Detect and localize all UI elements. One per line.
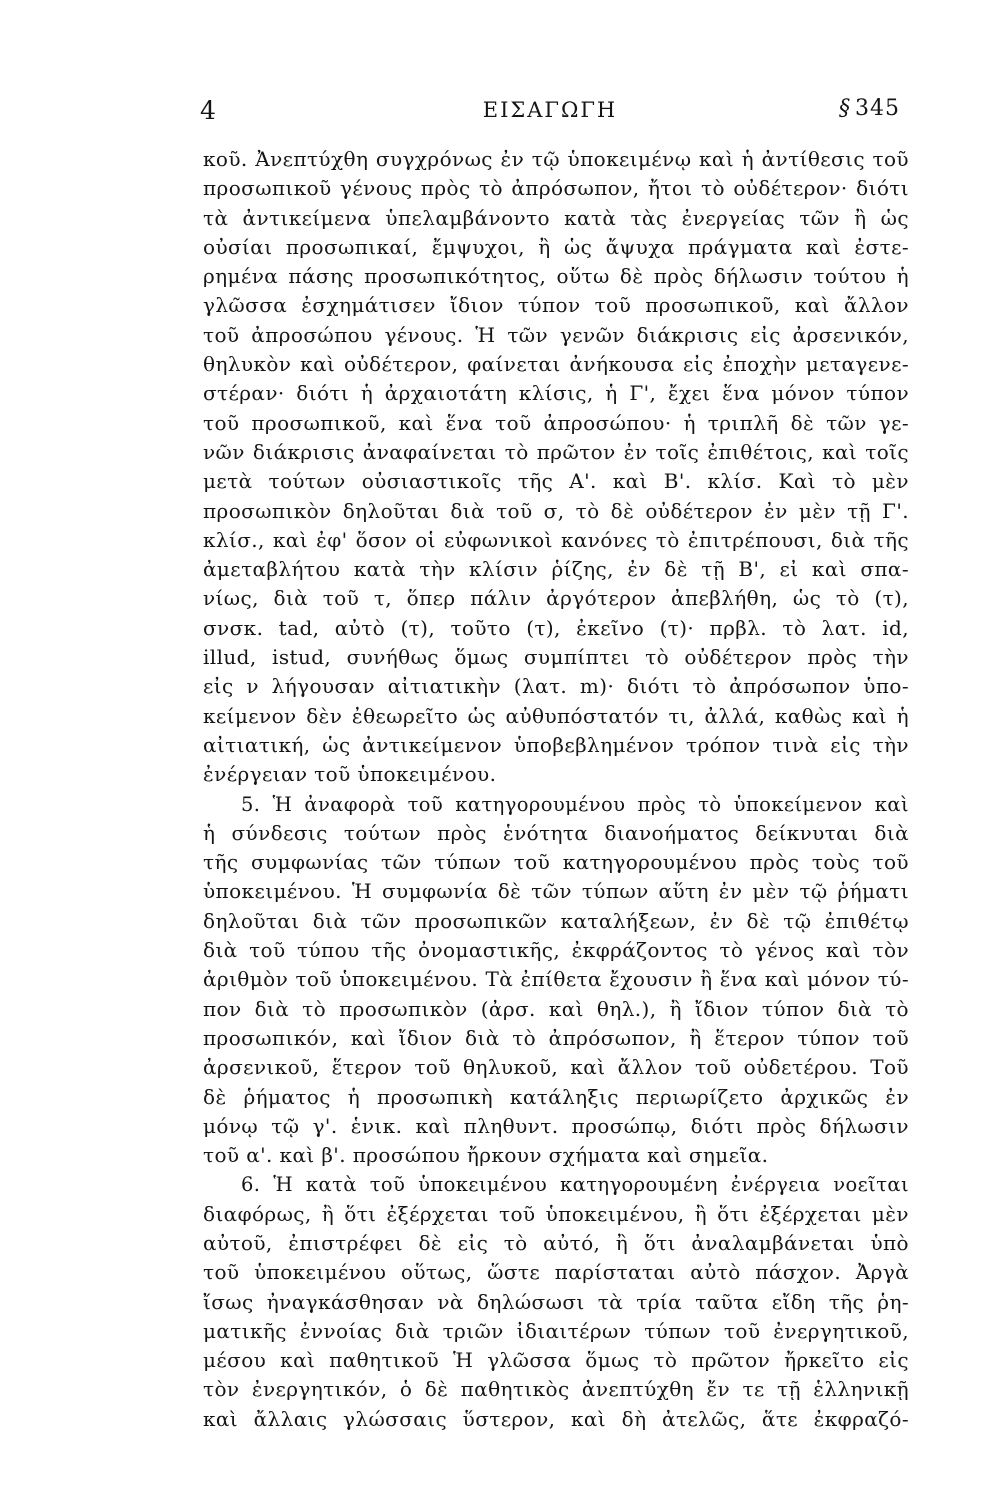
- paragraph-start-line: 6. Ἡ κατὰ τοῦ ὑποκειμένου κατηγορουμένη ἐνέργεια νοεῖται: [241, 1173, 909, 1197]
- text-line: προσωπικοῦ γένους πρὸς τὸ ἀπρόσωπον, ἤτοι τὸ οὐδέτερον· διότι: [203, 176, 909, 201]
- text-line: νῶν διάκρισις ἀναφαίνεται τὸ πρῶτον ἐν τοῖς ἐπιθέτοις, καὶ τοῖς: [203, 439, 909, 464]
- text-line: κοῦ. Ἀνεπτύχθη συγχρόνως ἐν τῷ ὑποκειμένῳ καὶ ἡ ἀντίθεσις τοῦ: [203, 147, 909, 171]
- text-line: καὶ ἄλλαις γλώσσαις ὕστερον, καὶ δὴ ἀτελῶς, ἅτε ἐκφραζό-: [203, 1406, 909, 1431]
- text-line: μόνῳ τῷ γ'. ἑνικ. καὶ πληθυντ. προσώπῳ, διότι πρὸς δήλωσιν: [203, 1113, 909, 1138]
- text-line: προσωπικὸν δηλοῦται διὰ τοῦ σ, τὸ δὲ οὐδέτερον ἐν μὲν τῇ Γ'.: [203, 498, 909, 523]
- text-line: ὑποκειμένου. Ἡ συμφωνία δὲ τῶν τύπων αὕτη ἐν μὲν τῷ ῥήματι: [203, 879, 909, 904]
- text-line: νίως, διὰ τοῦ τ, ὅπερ πάλιν ἀργότερον ἀπεβλήθη, ὡς τὸ (τ),: [203, 586, 909, 611]
- text-line: κλίσ., καὶ ἐφ' ὅσον οἱ εὐφωνικοὶ κανόνες τὸ ἐπιτρέπουσι, διὰ τῆς: [203, 527, 909, 552]
- text-line: προσωπικόν, καὶ ἴδιον διὰ τὸ ἀπρόσωπον, ἢ ἕτερον τύπον τοῦ: [203, 1025, 909, 1050]
- text-line: ἀριθμὸν τοῦ ὑποκειμένου. Τὰ ἐπίθετα ἔχουσιν ἢ ἕνα καὶ μόνον τύ-: [203, 967, 909, 992]
- text-line: ἡ σύνδεσις τούτων πρὸς ἑνότητα διανοήματος δείκνυται διὰ: [203, 820, 909, 845]
- text-line: κείμενον δὲν ἐθεωρεῖτο ὡς αὐθυπόστατόν τι, ἀλλά, καθὼς καὶ ἡ: [203, 703, 909, 728]
- section-number: 345: [855, 96, 900, 121]
- text-line: στέραν· διότι ἡ ἀρχαιοτάτη κλίσις, ἡ Γ', ἔχει ἕνα μόνον τύπον: [203, 381, 909, 406]
- text-line: οὐσίαι προσωπικαί, ἔμψυχοι, ἢ ὡς ἄψυχα πράγματα καὶ ἐστε-: [203, 234, 909, 259]
- paragraph-start-line: 5. Ἡ ἀναφορὰ τοῦ κατηγορουμένου πρὸς τὸ ὑποκείμενον καὶ: [241, 792, 909, 816]
- text-line: δὲ ῥήματος ἡ προσωπικὴ κατάληξις περιωρίζετο ἀρχικῶς ἐν: [203, 1084, 909, 1109]
- text-line: διαφόρως, ἢ ὅτι ἐξέρχεται τοῦ ὑποκειμένου, ἢ ὅτι ἐξέρχεται μὲν: [203, 1201, 909, 1226]
- text-line: ματικῆς ἐννοίας διὰ τριῶν ἰδιαιτέρων τύπων τοῦ ἐνεργητικοῦ,: [203, 1318, 909, 1343]
- text-line: τοῦ α'. καὶ β'. προσώπου ἤρκουν σχήματα καὶ σημεῖα.: [203, 1143, 769, 1168]
- section-reference: [839, 96, 900, 121]
- body-text: [203, 145, 909, 1434]
- text-line: σνσκ. tad, αὐτὸ (τ), τοῦτο (τ), ἐκεῖνο (τ)· πρβλ. τὸ λατ. id,: [203, 615, 909, 640]
- running-title: ΕΙΣΑΓΩΓΗ: [482, 98, 618, 122]
- text-line: ρημένα πάσης προσωπικότητος, οὕτω δὲ πρὸς δήλωσιν τούτου ἡ: [203, 264, 909, 289]
- text-line: δηλοῦται διὰ τῶν προσωπικῶν καταλήξεων, ἐν δὲ τῷ ἐπιθέτῳ: [203, 908, 909, 933]
- section-symbol: §: [839, 96, 851, 121]
- text-line: διὰ τοῦ τύπου τῆς ὀνομαστικῆς, ἐκφράζοντος τὸ γένος καὶ τὸν: [203, 938, 909, 963]
- text-line: πον διὰ τὸ προσωπικὸν (ἀρσ. καὶ θηλ.), ἢ ἴδιον τύπον διὰ τὸ: [203, 996, 909, 1021]
- text-line: τοῦ ὑποκειμένου οὕτως, ὥστε παρίσταται αὐτὸ πάσχον. Ἀργὰ: [203, 1260, 909, 1285]
- text-line: αὐτοῦ, ἐπιστρέφει δὲ εἰς τὸ αὐτό, ἢ ὅτι ἀναλαμβάνεται ὑπὸ: [203, 1230, 909, 1255]
- page-header: [200, 96, 900, 132]
- text-line: ἀρσενικοῦ, ἕτερον τοῦ θηλυκοῦ, καὶ ἄλλον τοῦ οὐδετέρου. Τοῦ: [203, 1055, 909, 1080]
- text-line: θηλυκὸν καὶ οὐδέτερον, φαίνεται ἀνήκουσα εἰς ἐποχὴν μεταγενε-: [203, 352, 909, 377]
- text-line: τοῦ ἀπροσώπου γένους. Ἡ τῶν γενῶν διάκρισις εἰς ἀρσενικόν,: [203, 322, 909, 347]
- text-line: ἴσως ἠναγκάσθησαν νὰ δηλώσωσι τὰ τρία ταῦτα εἴδη τῆς ῥη-: [203, 1289, 909, 1314]
- text-line: illud, istud, συνήθως ὅμως συμπίπτει τὸ οὐδέτερον πρὸς τὴν: [203, 645, 909, 670]
- text-line: τὸν ἐνεργητικόν, ὁ δὲ παθητικὸς ἀνεπτύχθη ἔν τε τῇ ἑλληνικῇ: [203, 1377, 909, 1402]
- text-line: τῆς συμφωνίας τῶν τύπων τοῦ κατηγορουμένου πρὸς τοὺς τοῦ: [203, 850, 909, 875]
- text-line: ἐνέργειαν τοῦ ὑποκειμένου.: [203, 762, 497, 787]
- text-line: μετὰ τούτων οὐσιαστικοῖς τῆς Α'. καὶ Β'. κλίσ. Καὶ τὸ μὲν: [203, 469, 909, 494]
- text-line: τοῦ προσωπικοῦ, καὶ ἕνα τοῦ ἀπροσώπου· ἡ τριπλῆ δὲ τῶν γε-: [203, 410, 909, 435]
- text-line: εἰς ν λήγουσαν αἰτιατικὴν (λατ. m)· διότι τὸ ἀπρόσωπον ὑπο-: [203, 674, 909, 699]
- text-line: μέσου καὶ παθητικοῦ Ἡ γλῶσσα ὅμως τὸ πρῶτον ἤρκεῖτο εἰς: [203, 1348, 909, 1373]
- text-line: ἀμεταβλήτου κατὰ τὴν κλίσιν ῥίζης, ἐν δὲ τῇ Β', εἰ καὶ σπα-: [203, 557, 909, 582]
- text-line: τὰ ἀντικείμενα ὑπελαμβάνοντο κατὰ τὰς ἐνεργείας τῶν ἢ ὡς: [203, 205, 909, 230]
- text-line: αἰτιατική, ὡς ἀντικείμενον ὑποβεβλημένον τρόπον τινὰ εἰς τὴν: [203, 732, 909, 757]
- text-line: γλῶσσα ἐσχημάτισεν ἴδιον τύπον τοῦ προσωπικοῦ, καὶ ἄλλον: [203, 293, 909, 318]
- page-number: 4: [200, 96, 217, 125]
